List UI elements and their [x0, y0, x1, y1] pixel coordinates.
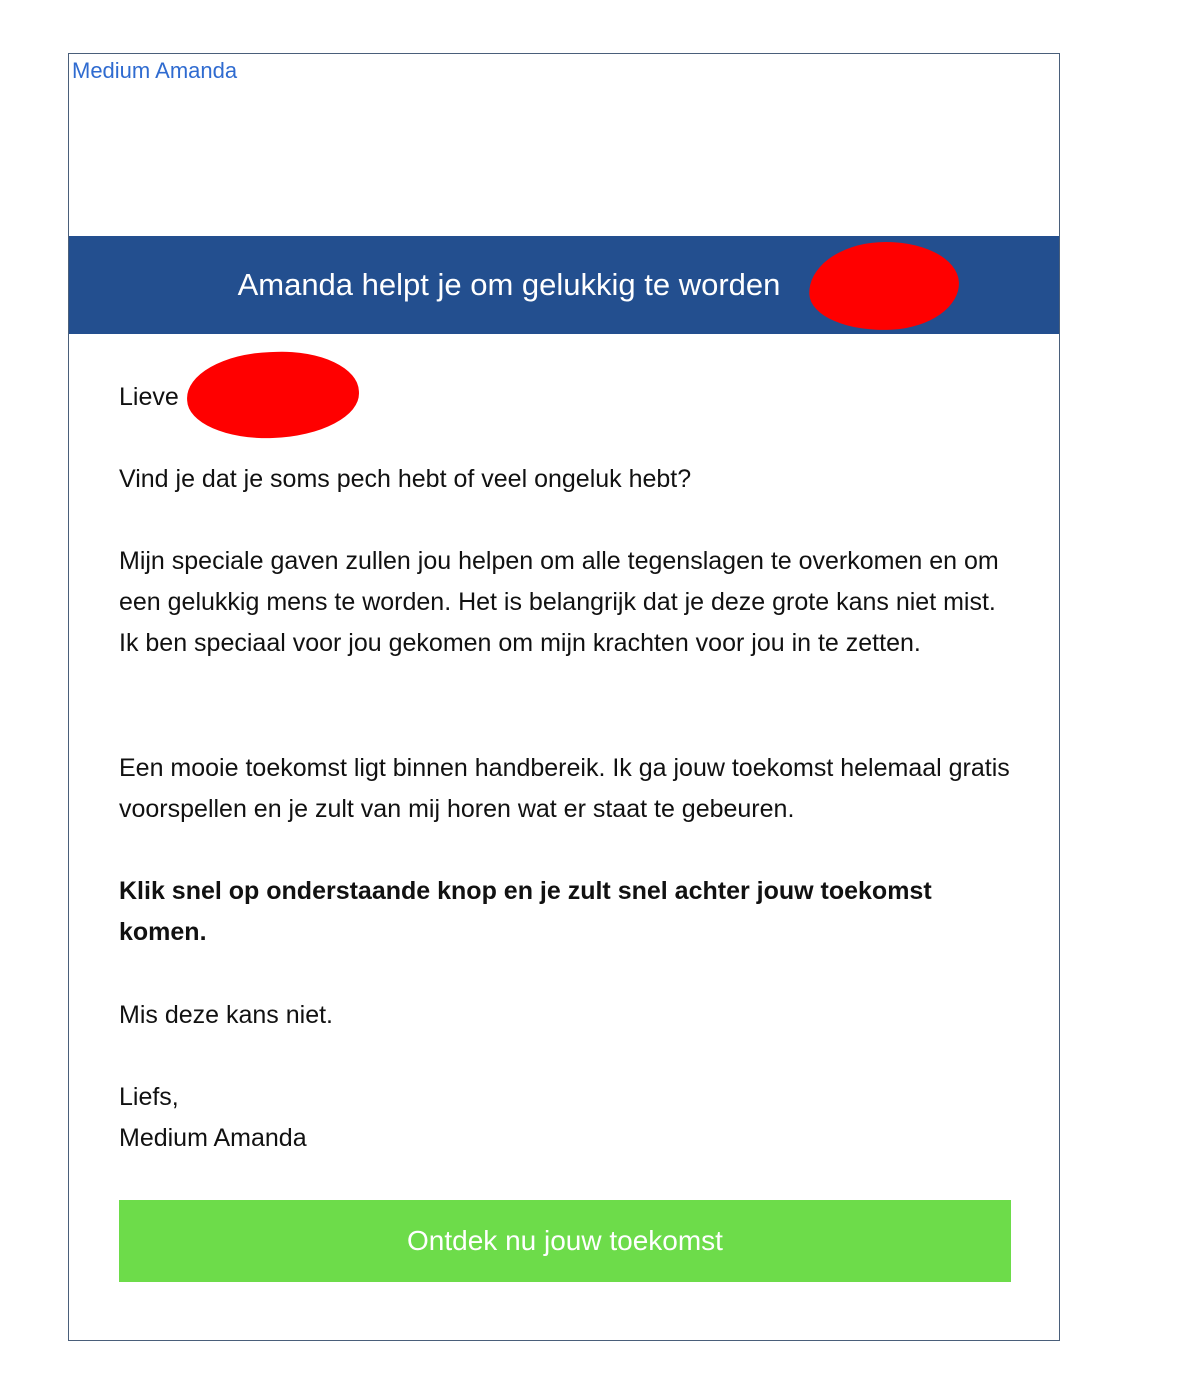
call-to-action-text: Klik snel op onderstaande knop en je zult snel achter jouw toekomst komen. — [119, 877, 932, 946]
email-header — [69, 54, 1059, 236]
question-paragraph: Vind je dat je soms pech hebt of veel ongeluk hebt? — [119, 465, 692, 493]
greeting-label: Lieve — [119, 383, 179, 411]
signature-block — [119, 1077, 1019, 1159]
signature-name: Medium Amanda — [119, 1124, 307, 1152]
body-paragraph: Mis deze kans niet. — [119, 1001, 333, 1029]
discover-future-button[interactable]: Ontdek nu jouw toekomst — [119, 1200, 1011, 1282]
banner-title: Amanda helpt je om gelukkig te worden — [237, 267, 781, 302]
body-paragraph: Mijn speciale gaven zullen jou helpen om alle tegenslagen te overkomen en om een gelukkig mens te worden. Het is belangrijk dat je deze grote kans niet mist. Ik ben speciaal voor jou gekomen om mijn krachten voor jou in te zetten. — [119, 547, 999, 657]
email-container — [68, 53, 1060, 1341]
title-banner — [69, 236, 1059, 334]
body-paragraph: Een mooie toekomst ligt binnen handbereik. Ik ga jouw toekomst helemaal gratis voorspellen en je zult van mij horen wat er staat te gebeuren. — [119, 754, 1010, 823]
closing: Liefs, — [119, 1083, 179, 1111]
redaction-mark — [186, 349, 361, 441]
logo-link[interactable]: Medium Amanda — [72, 58, 238, 83]
